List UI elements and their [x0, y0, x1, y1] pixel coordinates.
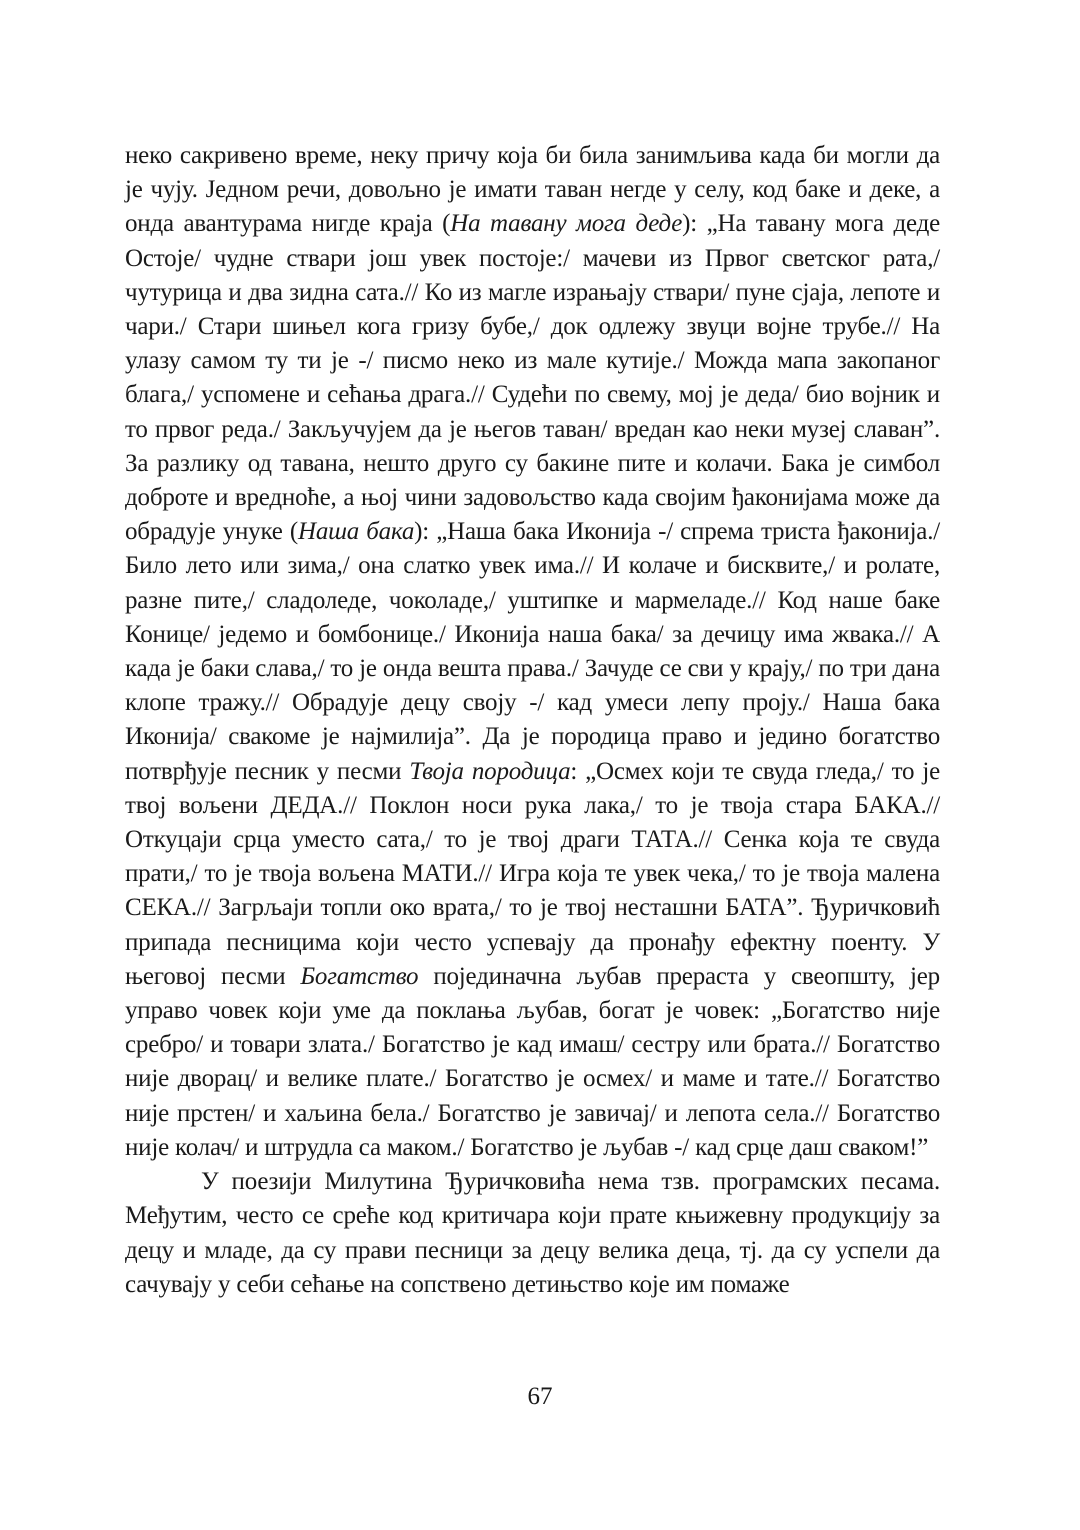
- page-number: 67: [527, 1383, 553, 1410]
- paragraph-1-part-4: : „Осмех који те свуда гледа,/ то је твој вољени ДЕДА.// Поклон носи рука лака,/ то је твоја стара БАКА.// Откуцаји срца уместо сата,/ то је твој драги ТАТА.// Сенка која те свуда прати,/ то је твоја вољена МАТИ.// Игра која те увек чека,/ то је твоја малена СЕКА.// Загрљаји топли око врата,/ то је твој несташни БАТА”. Ђуричковић припада песницима који често успевају да пронађу ефектну поенту. У његовој песми: [125, 757, 940, 990]
- poem-title-nasa-baka: Наша бака: [297, 518, 415, 546]
- poem-title-bogatstvo: Богатство: [300, 962, 419, 990]
- paragraph-1-part-5: појединачна љубав прераста у свеопшту, јер управо човек који уме да поклања љубав, богат је човек: „Богатство није сребро/ и товари злата./ Богатство је кад имаш/ сестру или брата.// Богатство није дворац/ и велике плате./ Богатство је осмех/ и маме и тате.// Богатство није прстен/ и хаљина бела./ Богатство је завичај/ и лепота села.// Богатство није колач/ и штрудла са маком./ Богатство је љубав -/ кад срце даш сваком!”: [125, 962, 940, 1161]
- body-text: [125, 139, 940, 1302]
- paragraph-1: [125, 139, 940, 1165]
- paragraph-1-part-2: ): „На тавану мога деде Остоје/ чудне ствари још увек постоје:/ мачеви из Првог светског рата,/ чутурица и два зидна сата.// Ко из магле израњају ствари/ пуне сјаја, лепоте и чари./ Стари шињел кога гризу бубе,/ док одлежу звуци војне трубе.// На улазу самом ту ти је -/ писмо неко из мале кутије./ Можда мапа закопаног блага,/ успомене и сећања драга.// Судећи по свему, мој је деда/ био војник и то првог реда./ Закључујем да је његов таван/ вредан као неки музеј славан”. За разлику од тавана, нешто друго су бакине пите и колачи. Бака је симбол доброте и вредноће, а њој чини задовољство када својим ђаконијама може да обрадује унуке (: [125, 210, 940, 546]
- poem-title-na-tavanu: На тавану мога деде: [450, 210, 683, 238]
- paragraph-2: У поезији Милутина Ђуричковића нема тзв. програмских песама. Међутим, често се среће код критичара који прате књижевну продукцију за децу и младе, да су прави песници за децу велика деца, тј. да су успели да сачувају у себи сећање на сопствено детињство које им помаже: [125, 1168, 940, 1298]
- paragraph-1-part-3: ): „Наша бака Иконија -/ спрема триста ђаконија./ Било лето или зима,/ она слатко увек има.// И колаче и бисквите,/ и ролате, разне пите,/ сладоледе, чоколаде,/ уштипке и мармеладе.// Код наше баке Конице/ једемо и бомбонице./ Иконија наша бака/ за дечицу има жвака.// А када је баки слава,/ то је онда вешта права./ Зачуде се сви у крају,/ по три дана клопе тражу.// Обрадује децу своју -/ кад умеси лепу проју./ Наша бака Иконија/ свакоме је најмилија”. Да је породица право и једино богатство потврђује песник у песми: [125, 518, 941, 785]
- paragraph-1-part-1: неко сакривено време, неку причу која би била занимљива када би могли да је чују. Једном речи, довољно је имати таван негде у селу, код баке и деке, а онда авантурама нигде краја (: [125, 142, 940, 238]
- poem-title-tvoja-porodica: Твоја породица: [409, 757, 571, 785]
